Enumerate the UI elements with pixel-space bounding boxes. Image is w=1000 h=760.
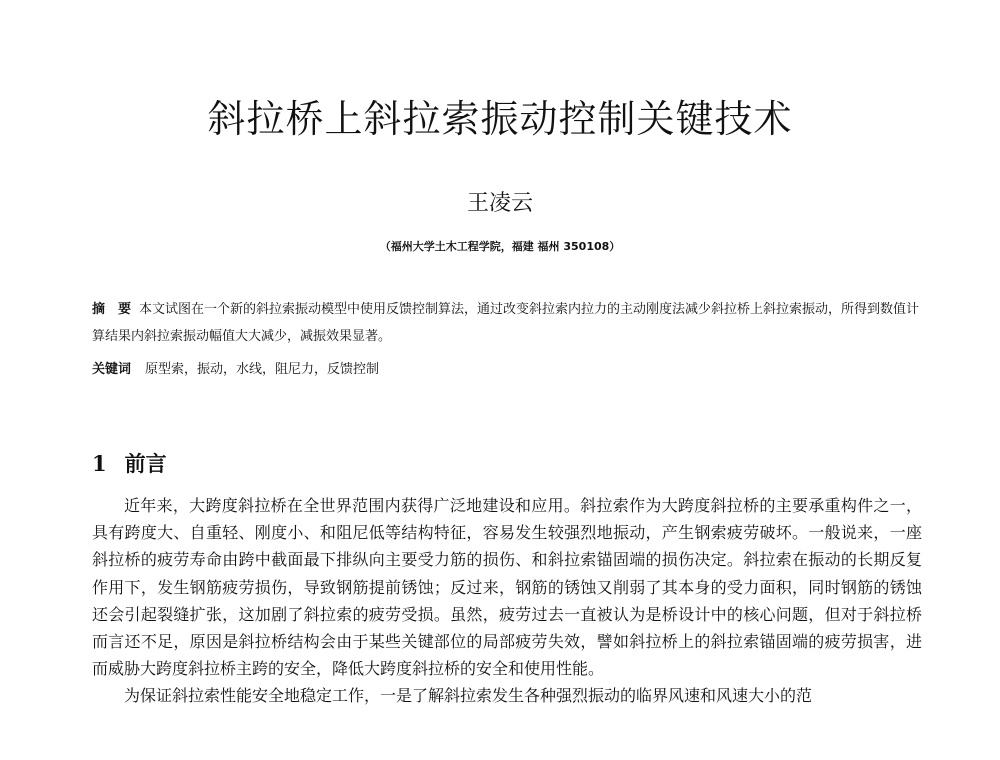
keywords-label: 关键词 (92, 362, 132, 377)
section-title: 前言 (124, 451, 167, 476)
body-paragraph: 为保证斜拉索性能安全地稳定工作，一是了解斜拉索发生各种强烈振动的临界风速和风速大小的范 (124, 686, 813, 706)
body-paragraph: 近年来，大跨度斜拉桥在全世界范围内获得广泛地建设和应用。斜拉索作为大跨度斜拉桥的主要承重构件之一，具有跨度大、自重轻、刚度小、和阻尼低等结构特征，容易发生较强烈地振动，产生钢索疲劳破坏。一般说来，一座斜拉桥的疲劳寿命由跨中截面最下排纵向主要受力筋的损伤、和斜拉索锚固端的损伤决定。斜拉索在振动的长期反复作用下，发生钢筋疲劳损伤，导致钢筋提前锈蚀；反过来，钢筋的锈蚀又削弱了其本身的受力面积，同时钢筋的锈蚀还会引起裂缝扩张，这加剧了斜拉索的疲劳受损。虽然，疲劳过去一直被认为是桥设计中的核心问题，但对于斜拉桥而言还不足，原因是斜拉桥结构会由于某些关键部位的局部疲劳失效，譬如斜拉桥上的斜拉索锚固端的疲劳损害，进而威胁大跨度斜拉桥主跨的安全，降低大跨度斜拉桥的安全和使用性能。 (92, 496, 922, 679)
abstract-text: 本文试图在一个新的斜拉索振动模型中使用反馈控制算法，通过改变斜拉索内拉力的主动刚度法减少斜拉桥上斜拉索振动，所得到数值计算结果内斜拉索振动幅值大大减少，减振效果显著。 (92, 302, 920, 344)
paper-title: 斜拉桥上斜拉索振动控制关键技术 (207, 97, 793, 141)
keywords-text: 原型索，振动，水线，阻尼力，反馈控制 (145, 362, 380, 377)
body-text (92, 492, 922, 710)
affiliation: （福州大学土木工程学院，福建 福州 350108） (379, 240, 621, 253)
section-number: 1 (92, 451, 107, 476)
section-heading (92, 448, 167, 478)
abstract-label: 摘 要 (92, 302, 132, 317)
author-name: 王凌云 (466, 191, 533, 216)
abstract (92, 296, 922, 350)
keywords (92, 356, 922, 383)
